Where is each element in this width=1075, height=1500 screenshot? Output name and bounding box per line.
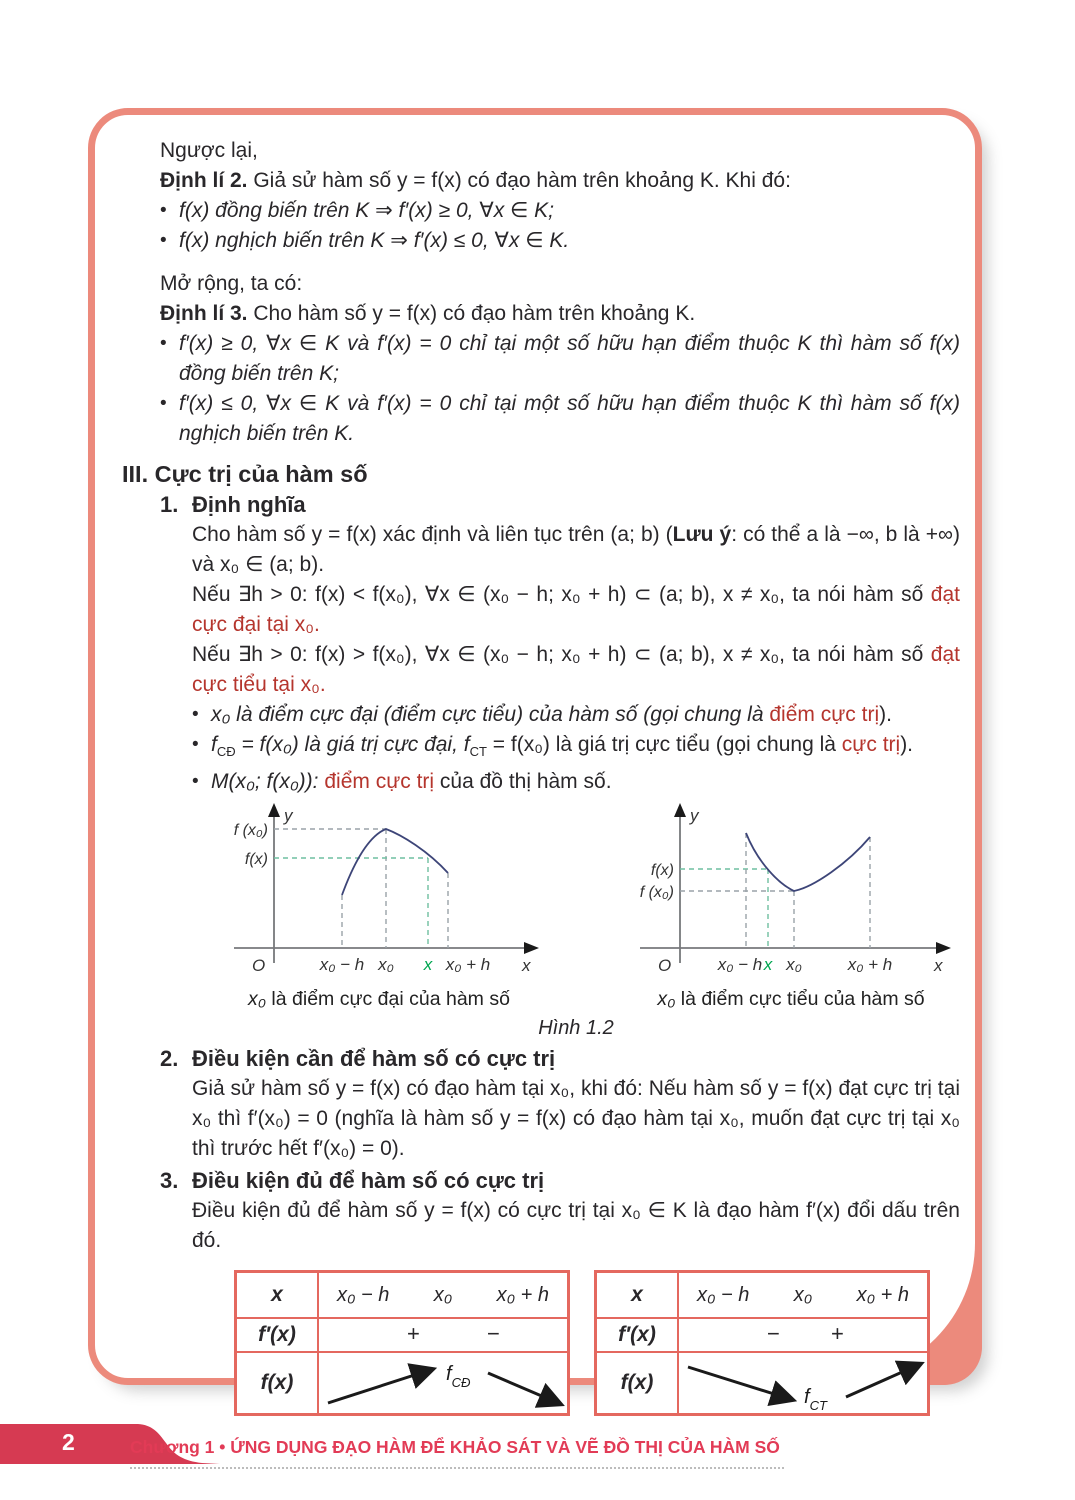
figure-local-max [206, 803, 552, 1011]
bullet-marker: • [160, 200, 167, 221]
chapter-title: ỨNG DỤNG ĐẠO HÀM ĐỂ KHẢO SÁT VÀ VẼ ĐỒ THỊ CỦA HÀM SỐ [230, 1437, 780, 1457]
x-tick-2: x₀ [793, 1283, 813, 1306]
theorem-3-bullet-1 [160, 329, 960, 389]
footer-chapter-line [130, 1437, 784, 1469]
extremum-sub: CĐ [451, 1375, 471, 1390]
header-f-text: f(x) [620, 1371, 654, 1394]
bullet-marker: • [192, 704, 199, 725]
caption-text: là điểm cực tiểu của hàm số [675, 988, 925, 1010]
tick-x0: x₀ [378, 955, 394, 974]
def-p3-red: đạt cực tiểu tại x₀. [192, 643, 960, 696]
header-x-text: x [631, 1283, 643, 1306]
function-curve [746, 833, 870, 891]
extremum-base: f [804, 1386, 810, 1408]
y-axis-arrow-icon [268, 803, 280, 817]
sign-plus: + [407, 1321, 420, 1346]
bullet-marker: • [160, 333, 167, 354]
caption-text: là điểm cực đại của hàm số [266, 988, 510, 1010]
definition-paragraph-2 [192, 580, 960, 640]
tick-x0: x₀ [786, 955, 802, 974]
increase-arrow [846, 1365, 918, 1397]
definition-paragraph-3 [192, 640, 960, 700]
caption-x0: x₀ [657, 988, 676, 1010]
tick-x-green: x [423, 955, 433, 974]
x-tick-2: x₀ [433, 1283, 453, 1306]
table-behavior-row [679, 1351, 927, 1413]
def-bu3-c: của đồ thị hàm số. [434, 770, 612, 793]
origin-label: O [252, 956, 266, 975]
necessary-condition-text: Giả sử hàm số y = f(x) có đạo hàm tại x₀, khi đó: Nếu hàm số y = f(x) đạt cực trị tại x₀ thì f′(x₀) = 0 (nghĩa là hàm số y = f(x) có đạo hàm tại x₀, muốn đạt cực trị tại x₀ thì trước hết f′(x₀) = 0). [192, 1077, 960, 1160]
x-axis-label: x [522, 956, 531, 975]
def-p1-note: Lưu ý [672, 523, 732, 546]
x-axis-label: x [934, 956, 943, 975]
figure-number-text: Hình 1.2 [538, 1017, 614, 1039]
theorem-2-bullet-1 [160, 196, 960, 226]
paragraph-reverse [160, 136, 960, 166]
tick-x-green: x [763, 955, 773, 974]
x-axis-arrow-icon [524, 942, 539, 954]
y-axis-arrow-icon [674, 803, 686, 817]
table-sign-row [679, 1317, 927, 1351]
fx-label: f(x) [650, 862, 674, 879]
def-bu1-c: ). [879, 703, 892, 726]
graph-local-min [618, 803, 964, 981]
def-p1-a: Cho hàm số y = f(x) xác định và liên tục trên (a; b) ( [192, 523, 673, 546]
page-number [62, 1429, 75, 1456]
paragraph-extension [160, 269, 960, 299]
page-content [122, 136, 960, 1416]
subsection-sufficient-condition [160, 1168, 960, 1194]
def-p2-red: đạt cực đại tại x₀. [192, 583, 960, 636]
definition-bullet-3 [192, 767, 960, 797]
figure-local-min [618, 803, 964, 1011]
variation-table-min [594, 1270, 930, 1416]
subsection-title: Điều kiện cần để hàm số có cực trị [192, 1046, 556, 1071]
tick-x0-plus-h: x₀ + h [847, 955, 893, 974]
header-fprime-text: f′(x) [618, 1323, 656, 1346]
def-bu3-a: M(x₀; f(x₀)): [211, 770, 325, 793]
def-bu2-sub-ct: CT [469, 744, 487, 759]
theorem-3-title: Định lí 3. [160, 302, 248, 325]
def-bu2-e: = f(x₀) là giá trị cực tiểu (gọi chung là [486, 733, 842, 756]
theorem-2-title: Định lí 2. [160, 169, 248, 192]
bullet-marker: • [160, 230, 167, 251]
subsection-title: Định nghĩa [192, 492, 306, 517]
theorem-2-bullet-1-text: f(x) đồng biến trên K ⇒ f′(x) ≥ 0, ∀x ∈ K; [179, 199, 555, 222]
subsection-number: 2. [160, 1046, 179, 1071]
def-bu3-red: điểm cực trị [324, 770, 435, 793]
x-tick-1: x₀ − h [697, 1283, 750, 1306]
x-axis-arrow-icon [936, 942, 951, 954]
sign-minus: − [767, 1321, 780, 1346]
fx-label: f(x) [244, 851, 268, 868]
increase-arrow [328, 1370, 430, 1403]
header-x-text: x [271, 1283, 283, 1306]
figure-caption-max [206, 988, 552, 1011]
table-header-fprime [597, 1317, 679, 1351]
subsection-number: 1. [160, 492, 179, 517]
table-header-f [597, 1351, 679, 1413]
def-p3-a: Nếu ∃h > 0: f(x) > f(x₀), ∀x ∈ (x₀ − h; x₀ + h) ⊂ (a; b), x ≠ x₀, ta nói hàm số [192, 643, 931, 666]
variation-table-row [234, 1270, 960, 1416]
figure-number [192, 1017, 960, 1040]
sign-minus: − [487, 1321, 500, 1346]
theorem-3 [160, 299, 960, 329]
sign-plus: + [831, 1321, 844, 1346]
header-f-text: f(x) [260, 1371, 294, 1394]
def-bu1-a: x₀ là điểm cực đại (điểm cực tiểu) của hàm số (gọi chung là [211, 703, 770, 726]
extremum-sub: CT [809, 1398, 827, 1413]
theorem-2-bullet-2-text: f(x) nghịch biến trên K ⇒ f′(x) ≤ 0, ∀x ∈ K. [179, 229, 570, 252]
function-curve [342, 829, 448, 895]
chapter-label: Chương 1 [130, 1437, 215, 1457]
def-bu2-red: cực trị [841, 733, 901, 756]
tick-x0-minus-h: x₀ − h [319, 955, 365, 974]
fx0-label: f (x₀) [233, 822, 268, 839]
sufficient-condition-body [192, 1196, 960, 1256]
sufficient-condition-text: Điều kiện đủ để hàm số y = f(x) có cực trị tại x₀ ∈ K là đạo hàm f′(x) đổi dấu trên đó. [192, 1199, 960, 1252]
y-axis-label: y [690, 806, 699, 825]
theorem-3-bullet-2-text: f′(x) ≤ 0, ∀x ∈ K và f′(x) = 0 chỉ tại một số hữu hạn điểm thuộc K thì hàm số f(x) nghịch biến trên K. [179, 392, 960, 445]
table-header-fprime [237, 1317, 319, 1351]
graph-local-max [206, 803, 552, 981]
behavior-arrows [320, 1353, 566, 1413]
x-tick-3: x₀ + h [496, 1283, 549, 1306]
x-tick-3: x₀ + h [856, 1283, 909, 1306]
text-extension: Mở rộng, ta có: [160, 272, 303, 295]
header-fprime-text: f′(x) [258, 1323, 296, 1346]
extremum-label [446, 1363, 471, 1390]
table-sign-row [319, 1317, 567, 1351]
page-number-text: 2 [62, 1429, 75, 1455]
caption-x0: x₀ [248, 988, 267, 1010]
tick-x0-minus-h: x₀ − h [717, 955, 763, 974]
fx0-label: f (x₀) [639, 884, 674, 901]
behavior-arrows [680, 1353, 926, 1413]
table-header-f [237, 1351, 319, 1413]
theorem-2-bullet-2 [160, 226, 960, 256]
y-axis-label: y [284, 806, 293, 825]
origin-label: O [658, 956, 672, 975]
def-bu3-text [211, 767, 612, 797]
definition-bullet-1 [192, 700, 960, 730]
table-x-values [319, 1273, 567, 1317]
bullet-marker: • [160, 393, 167, 414]
tick-x0-plus-h: x₀ + h [445, 955, 491, 974]
theorem-3-body: Cho hàm số y = f(x) có đạo hàm trên khoảng K. [247, 302, 696, 325]
def-bu2-sub-cd: CĐ [216, 744, 236, 759]
subsection-number: 3. [160, 1168, 179, 1193]
section-heading-text: III. Cực trị của hàm số [122, 461, 368, 487]
section-heading-extrema [122, 461, 960, 488]
def-bu2-g: ). [900, 733, 914, 756]
def-bu2-mid: = f(x₀) là giá trị cực đại, f [235, 733, 470, 756]
text-reverse: Ngược lại, [160, 139, 258, 162]
theorem-2-body: Giả sử hàm số y = f(x) có đạo hàm trên khoảng K. Khi đó: [247, 169, 791, 192]
table-x-values [679, 1273, 927, 1317]
theorem-3-bullet-2 [160, 389, 960, 449]
table-behavior-row [319, 1351, 567, 1413]
figure-row [206, 803, 960, 1011]
necessary-condition-body [192, 1074, 960, 1164]
x-tick-1: x₀ − h [337, 1283, 390, 1306]
table-header-x [597, 1273, 679, 1317]
def-bu1-red: điểm cực trị [769, 703, 880, 726]
def-p2-a: Nếu ∃h > 0: f(x) < f(x₀), ∀x ∈ (x₀ − h; x₀ + h) ⊂ (a; b), x ≠ x₀, ta nói hàm số [192, 583, 931, 606]
subsection-necessary-condition [160, 1046, 960, 1072]
def-bu2-f: f [211, 733, 217, 756]
def-p1-c: : có thể a là −∞, b là +∞) và x₀ ∈ (a; b). [192, 523, 960, 576]
subsection-definition [160, 492, 960, 518]
decrease-arrow [488, 1373, 558, 1403]
theorem-3-bullet-1-text: f′(x) ≥ 0, ∀x ∈ K và f′(x) = 0 chỉ tại một số hữu hạn điểm thuộc K thì hàm số f(x) đồng biến trên K; [179, 332, 960, 385]
bullet-marker: • [192, 771, 199, 792]
def-bu1-text [211, 700, 892, 730]
theorem-2 [160, 166, 960, 196]
extremum-base: f [446, 1363, 452, 1385]
table-header-x [237, 1273, 319, 1317]
definition-paragraph-1 [192, 520, 960, 580]
decrease-arrow [688, 1367, 790, 1399]
definition-bullet-2 [192, 730, 960, 767]
def-bu2-text [211, 730, 913, 767]
extremum-label [804, 1386, 828, 1413]
variation-table-max [234, 1270, 570, 1416]
subsection-title: Điều kiện đủ để hàm số có cực trị [192, 1168, 545, 1193]
figure-caption-min [618, 988, 964, 1011]
chapter-separator: • [214, 1437, 231, 1457]
bullet-marker: • [192, 734, 199, 755]
